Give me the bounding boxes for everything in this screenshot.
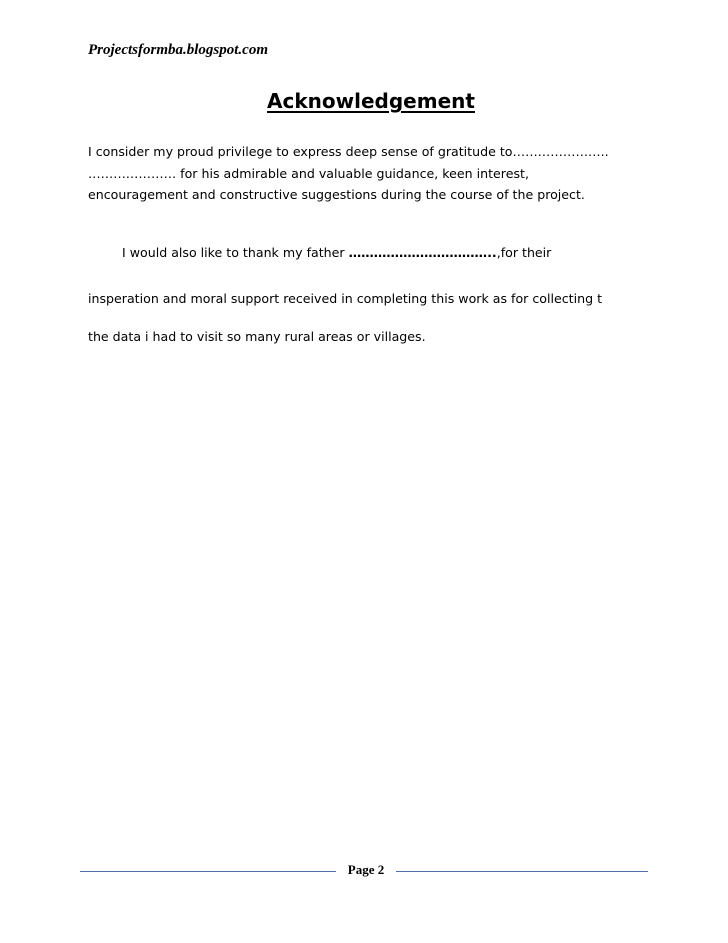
body-line-6: the data i had to visit so many rural areas or villages. [88, 329, 426, 344]
body-line-4 [122, 245, 551, 260]
footer-rule-right [396, 871, 648, 872]
page-footer [80, 862, 648, 880]
father-name-blank: …………………………….. [348, 245, 497, 260]
footer-rule-left [80, 871, 336, 872]
body-line-3: encouragement and constructive suggestions during the course of the project. [88, 187, 585, 202]
body-line-4-pre: I would also like to thank my father [122, 245, 349, 260]
page-title: Acknowledgement [267, 89, 475, 113]
header-site-name: Projectsformba.blogspot.com [88, 42, 268, 58]
page-number: Page 2 [347, 862, 385, 877]
body-line-2: ………………… for his admirable and valuable guidance, keen interest, [88, 166, 529, 181]
body-line-1: I consider my proud privilege to express deep sense of gratitude to………………….. [88, 144, 609, 159]
body-line-5: insperation and moral support received in completing this work as for collecting t [88, 291, 603, 306]
body-line-4-post: ,for their [496, 245, 552, 260]
